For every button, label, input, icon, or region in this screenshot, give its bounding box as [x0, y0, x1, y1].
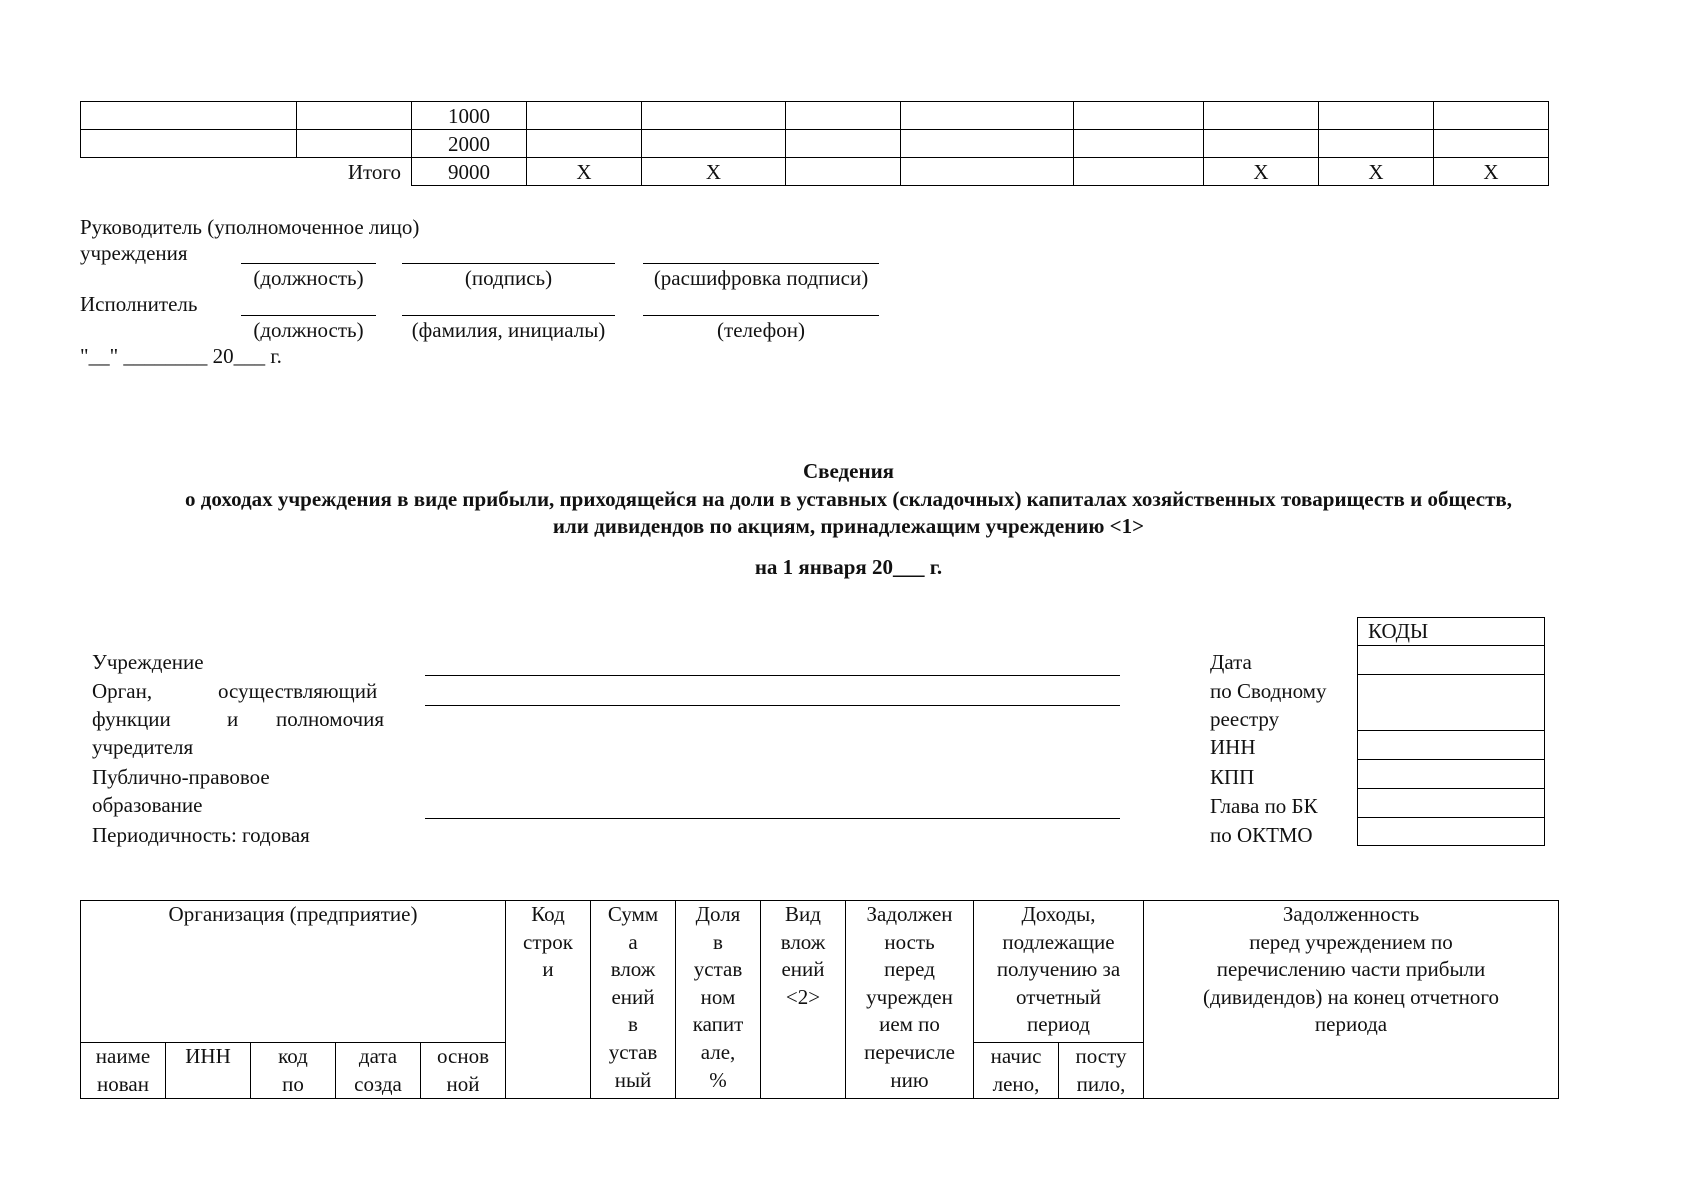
cell-text: нован	[97, 1071, 149, 1096]
field-public: Публично-правовое	[92, 765, 270, 789]
col-org-inn	[166, 1043, 251, 1099]
field-organ-text: учредителя	[92, 735, 194, 759]
cell-text: пило,	[1076, 1071, 1126, 1096]
cell-text: ный	[614, 1067, 652, 1092]
cell-text: подлежащие	[1002, 929, 1115, 954]
col-org-main	[421, 1043, 506, 1099]
code-label: реестру	[1210, 707, 1280, 731]
cell-text: Доходы,	[1021, 902, 1096, 926]
col-organization: Организация (предприятие)	[81, 901, 506, 1043]
cell-text: учрежден	[866, 984, 953, 1009]
line-code: 2000	[412, 130, 527, 158]
col-income	[974, 901, 1144, 1043]
cell-text: а	[628, 929, 638, 954]
cell-text: ений	[781, 957, 825, 982]
cell-text: начис	[990, 1044, 1042, 1068]
cell-text: в	[628, 1012, 638, 1037]
cell-text: ений	[611, 984, 655, 1009]
caption: (расшифровка подписи)	[653, 266, 869, 290]
field-institution: Учреждение	[92, 650, 204, 674]
cell-text: и	[542, 957, 554, 982]
signature-line	[241, 315, 376, 316]
code-label: Дата	[1210, 650, 1252, 674]
codes-table	[1357, 617, 1545, 846]
table-row	[81, 130, 1549, 158]
field-organ-text: осуществляющий	[218, 679, 378, 703]
cell-text: <2>	[785, 984, 821, 1009]
line-code: 9000	[412, 158, 527, 186]
col-income-accrued	[974, 1043, 1059, 1099]
code-cell	[1358, 818, 1545, 846]
table-row	[81, 102, 1549, 130]
doc-title-line2: о доходах учреждения в виде прибыли, приходящейся на доли в уставных (складочных) капиталах хозяйственных товариществ и обществ,	[185, 487, 1512, 511]
top-table	[80, 101, 1549, 186]
field-organ-text: функции	[92, 707, 171, 731]
cell-text: Сумм	[607, 902, 659, 926]
col-income-received	[1059, 1043, 1144, 1099]
line-code: 1000	[412, 102, 527, 130]
cell-text: период	[1027, 1012, 1090, 1037]
date-line: "__" ________ 20___ г.	[80, 344, 282, 368]
total-row: Итого 9000 X X X X X	[81, 158, 1549, 186]
code-label: ИНН	[1210, 735, 1256, 759]
field-periodicity: Периодичность: годовая	[92, 823, 310, 847]
cell-text: устав	[693, 957, 743, 982]
cell-text: строк	[523, 929, 573, 954]
cell-text: ность	[884, 929, 935, 954]
doc-date: на 1 января 20___ г.	[754, 555, 943, 579]
cell-text: Задолженность	[1282, 902, 1420, 926]
cell-text: отчетный	[1015, 984, 1102, 1009]
doc-title: Сведения	[802, 459, 895, 483]
cell-text: дата	[358, 1044, 398, 1068]
code-cell	[1358, 731, 1545, 760]
cell-text: код	[278, 1044, 308, 1068]
cell-text: (дивидендов) на конец отчетного	[1203, 984, 1499, 1009]
cell-text: ном	[700, 984, 736, 1009]
head-label-2: учреждения	[80, 241, 188, 265]
cell-text: основ	[437, 1044, 489, 1068]
cell-text: получению за	[996, 957, 1121, 982]
cell-text: лено,	[992, 1071, 1040, 1096]
codes-header: КОДЫ	[1358, 618, 1545, 646]
cell-text: посту	[1075, 1044, 1127, 1068]
col-debt-end	[1144, 901, 1559, 1099]
cell-text: влож	[780, 929, 826, 954]
col-org-code	[251, 1043, 336, 1099]
head-label: Руководитель (уполномоченное лицо)	[80, 215, 420, 239]
cell-text: влож	[610, 957, 656, 982]
field-organ: Орган,	[92, 679, 153, 703]
code-cell	[1358, 675, 1545, 731]
cell-text: нию	[890, 1067, 929, 1092]
cell-text: Код	[531, 902, 565, 926]
field-line	[425, 675, 1120, 676]
col-org-name	[81, 1043, 166, 1099]
field-organ-text: полномочия	[276, 707, 384, 731]
field-organ-text: и	[227, 707, 239, 731]
code-cell	[1358, 789, 1545, 818]
cell-text: перечисле	[864, 1039, 955, 1064]
cell-text: перечислению части прибыли	[1216, 957, 1486, 982]
cell-text: в	[713, 929, 723, 954]
code-label: по ОКТМО	[1210, 823, 1313, 847]
cell-text: устав	[608, 1039, 658, 1064]
caption: (должность)	[253, 266, 364, 290]
cell-text: але,	[700, 1039, 736, 1064]
signature-line	[402, 315, 615, 316]
signature-line	[643, 315, 879, 316]
executor-label: Исполнитель	[80, 292, 198, 316]
field-line	[425, 705, 1120, 706]
cell-text: перед	[884, 957, 935, 982]
doc-title-line3: или дивидендов по акциям, принадлежащим учреждению <1>	[552, 514, 1145, 538]
cell-text: капит	[692, 1012, 744, 1037]
col-sum	[591, 901, 676, 1099]
code-label: Глава по БК	[1210, 794, 1318, 818]
cell-text: наиме	[95, 1044, 151, 1068]
caption: (подпись)	[464, 266, 553, 290]
main-table	[80, 900, 1559, 1099]
code-cell	[1358, 646, 1545, 675]
col-org-created	[336, 1043, 421, 1099]
code-cell	[1358, 760, 1545, 789]
col-investment-type	[761, 901, 846, 1099]
caption: (должность)	[253, 318, 364, 342]
signature-line	[241, 263, 376, 264]
code-label: по Сводному	[1210, 679, 1327, 703]
signature-line	[402, 263, 615, 264]
cell-text: Задолжен	[866, 902, 953, 926]
signature-line	[643, 263, 879, 264]
caption: (телефон)	[717, 318, 805, 342]
cell-text: по	[282, 1071, 304, 1096]
cell-text: перед учреждением по	[1249, 929, 1453, 954]
cell-text: ной	[446, 1071, 480, 1096]
table-header-row	[81, 901, 1559, 1043]
col-line-code	[506, 901, 591, 1099]
cell-text: ием по	[879, 1012, 940, 1037]
cell-text: Доля	[695, 902, 741, 926]
cell-text: созда	[354, 1071, 402, 1096]
cell-text: %	[709, 1067, 727, 1092]
field-line	[425, 818, 1120, 819]
cell-text: периода	[1314, 1012, 1388, 1037]
cell-text: ИНН	[185, 1044, 231, 1068]
col-debt	[846, 901, 974, 1099]
total-label: Итого	[347, 159, 401, 184]
cell-text: Вид	[785, 902, 821, 926]
col-share	[676, 901, 761, 1099]
caption: (фамилия, инициалы)	[411, 318, 606, 342]
code-label: КПП	[1210, 765, 1255, 789]
field-public-text: образование	[92, 793, 203, 817]
